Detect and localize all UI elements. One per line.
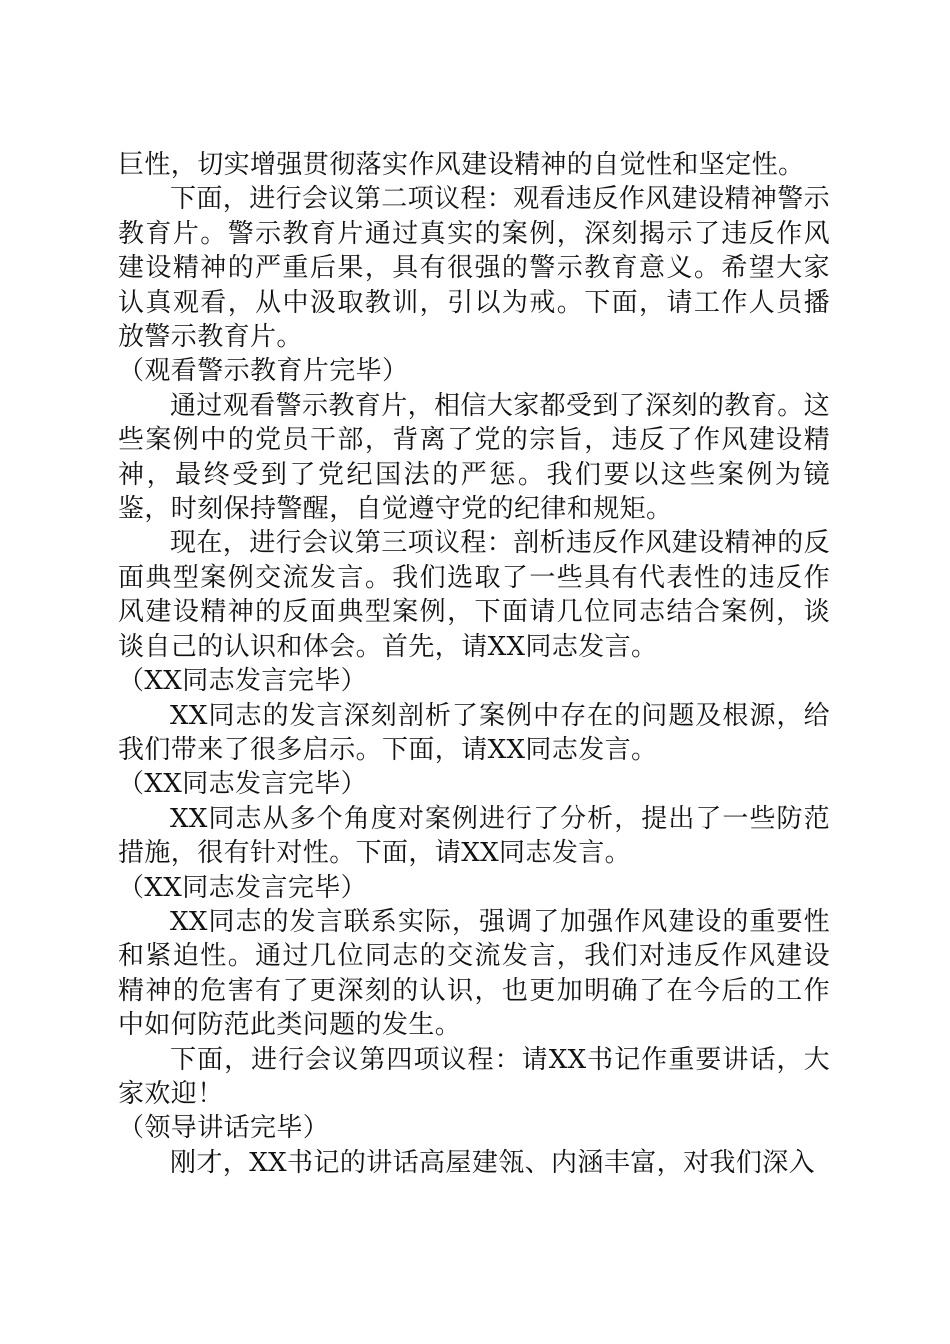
stage-note-speech-complete: （XX同志发言完毕）: [118, 769, 368, 800]
paragraph-closing-start: 刚才，XX书记的讲话高屋建瓴、内涵丰富，对我们深入: [170, 1147, 816, 1178]
document-body: [118, 148, 830, 1180]
paragraph-video-reflection: 通过观看警示教育片，相信大家都受到了深刻的教育。这些案例中的党员干部，背离了党的宗旨，违反了作风建设精神，最终受到了党纪国法的严惩。我们要以这些案例为镜鉴，时刻保持警醒，自觉遵守党的纪律和规矩。: [118, 390, 831, 525]
paragraph-agenda-item-2: 下面，进行会议第二项议程：观看违反作风建设精神警示教育片。警示教育片通过真实的案例，深刻揭示了违反作风建设精神的严重后果，具有很强的警示教育意义。希望大家认真观看，从中汲取教训，引以为戒。下面，请工作人员播放警示教育片。: [118, 184, 831, 353]
stage-note-video-complete: （观看警示教育片完毕）: [118, 356, 409, 387]
paragraph-speech-comment-1: XX同志的发言深刻剖析了案例中存在的问题及根源，给我们带来了很多启示。下面，请XX同志发言。: [118, 700, 830, 765]
paragraph-speech-summary: XX同志的发言联系实际，强调了加强作风建设的重要性和紧迫性。通过几位同志的交流发言，我们对违反作风建设精神的危害有了更深刻的认识，也更加明确了在今后的工作中如何防范此类问题的发生。: [118, 906, 830, 1041]
stage-note-leader-speech-complete: （领导讲话完毕）: [118, 1113, 330, 1144]
paragraph-speech-comment-2: XX同志从多个角度对案例进行了分析，提出了一些防范措施，很有针对性。下面，请XX同志发言。: [118, 803, 830, 869]
paragraph-continuation: 巨性，切实增强贯彻落实作风建设精神的自觉性和坚定性。: [118, 150, 805, 180]
paragraph-agenda-item-4: 下面，进行会议第四项议程：请XX书记作重要讲话，大家欢迎！: [118, 1044, 830, 1109]
paragraph-agenda-item-3: 现在，进行会议第三项议程：剖析违反作风建设精神的反面典型案例交流发言。我们选取了一些具有代表性的违反作风建设精神的反面典型案例，下面请几位同志结合案例，谈谈自己的认识和体会。首先，请XX同志发言。: [118, 528, 831, 662]
stage-note-speech-complete: （XX同志发言完毕）: [118, 872, 368, 903]
stage-note-speech-complete: （XX同志发言完毕）: [118, 666, 368, 697]
